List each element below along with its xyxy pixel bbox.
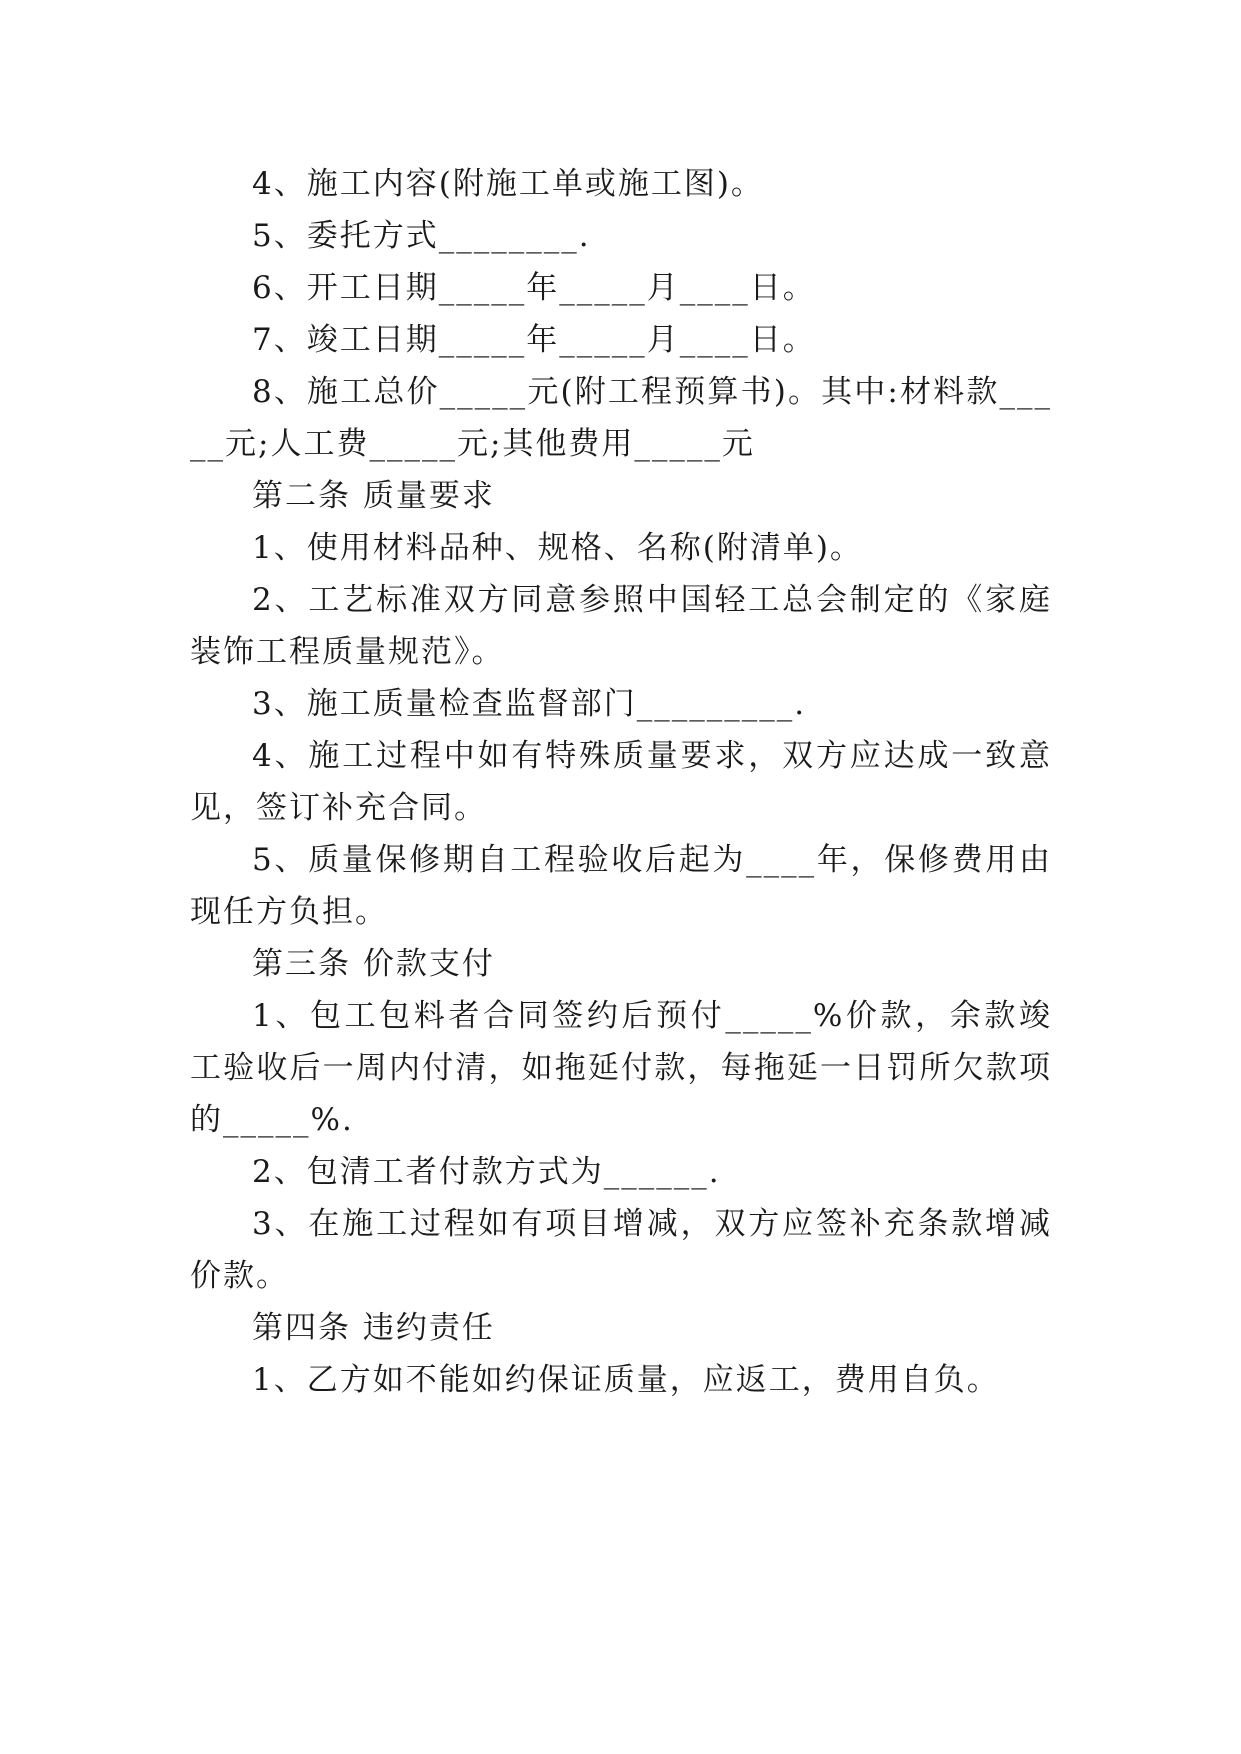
paragraph-process-standard: 2、工艺标准双方同意参照中国轻工总会制定的《家庭装饰工程质量规范》。 <box>190 582 1052 670</box>
section-heading-quality: 第二条 质量要求 <box>252 478 495 514</box>
paragraph-warranty: 5、质量保修期自工程验收后起为____年，保修费用由现任方负担。 <box>190 842 1052 930</box>
paragraph-construction-content: 4、施工内容(附施工单或施工图)。 <box>252 166 764 202</box>
paragraph-total-price: 8、施工总价_____元(附工程预算书)。其中:材料款_____元;人工费_____元;其他费用_____元 <box>190 374 1052 462</box>
document-body <box>190 158 1052 1406</box>
section-heading-payment: 第三条 价款支付 <box>252 946 495 982</box>
paragraph-special-quality: 4、施工过程中如有特殊质量要求，双方应达成一致意见，签订补充合同。 <box>190 738 1052 826</box>
paragraph-quality-inspection: 3、施工质量检查监督部门_________. <box>252 686 807 722</box>
paragraph-commission-method: 5、委托方式________. <box>252 218 591 254</box>
paragraph-item-changes: 3、在施工过程如有项目增减，双方应签补充条款增减价款。 <box>190 1206 1052 1294</box>
paragraph-labor-only-payment: 2、包清工者付款方式为______. <box>252 1154 721 1190</box>
paragraph-quality-breach: 1、乙方如不能如约保证质量，应返工，费用自负。 <box>252 1362 1000 1398</box>
paragraph-completion-date: 7、竣工日期_____年_____月____日。 <box>252 322 816 358</box>
paragraph-materials: 1、使用材料品种、规格、名称(附清单)。 <box>252 530 863 566</box>
paragraph-start-date: 6、开工日期_____年_____月____日。 <box>252 270 816 306</box>
section-heading-breach: 第四条 违约责任 <box>252 1310 495 1346</box>
paragraph-full-package-payment: 1、包工包料者合同签约后预付_____%价款，余款竣工验收后一周内付清，如拖延付款，每拖延一日罚所欠款项的_____%. <box>190 998 1052 1138</box>
